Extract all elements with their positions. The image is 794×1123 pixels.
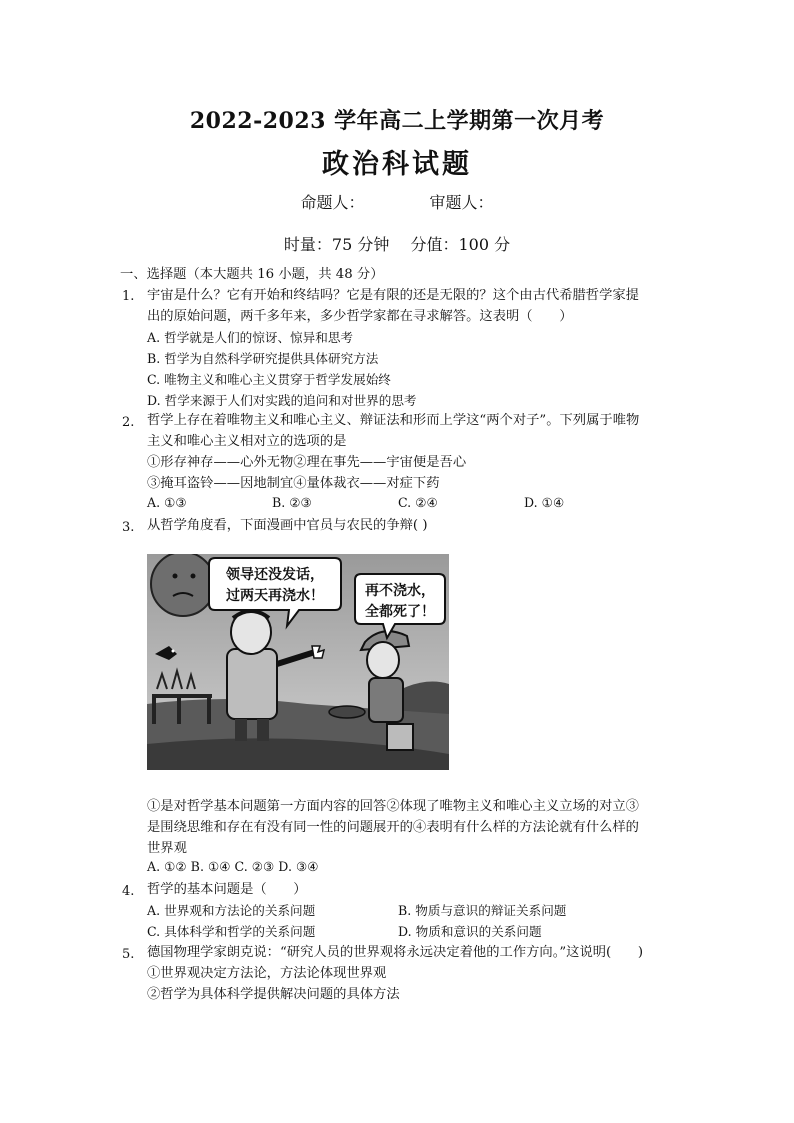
reviewer-label: 审题人： [429, 193, 494, 212]
question-text: 哲学的基本问题是（ ） [147, 882, 307, 897]
time-label: 时量：75 分钟 [283, 235, 390, 254]
cartoon-image [147, 554, 449, 770]
question-number: 4. [122, 884, 135, 899]
question-statement: ①是对哲学基本问题第一方面内容的回答②体现了唯物主义和唯心主义立场的对立③ [147, 799, 639, 814]
option-a: A. 世界观和方法论的关系问题 [147, 903, 316, 918]
question-number: 3. [122, 520, 135, 535]
question-text: 哲学上存在着唯物主义和唯心主义、辩证法和形而上学这“两个对子”。下列属于唯物 [147, 413, 640, 428]
section-heading: 一、选择题（本大题共 16 小题，共 48 分） [120, 267, 384, 282]
option-c: C. 具体科学和哲学的关系问题 [147, 924, 316, 939]
question-text: 宇宙是什么？它有开始和终结吗？它是有限的还是无限的？这个由古代希腊哲学家提 [147, 288, 639, 303]
option-a: A. 哲学就是人们的惊讶、惊异和思考 [147, 330, 354, 345]
score-label: 分值：100 分 [410, 235, 511, 254]
question-statement: ①世界观决定方法论，方法论体现世界观 [147, 966, 387, 981]
option-d: D. 哲学来源于人们对实践的追问和对世界的思考 [147, 393, 417, 408]
question-number: 5. [122, 947, 135, 962]
option-a: A. ①③ [147, 495, 187, 510]
time-score-line [0, 232, 794, 255]
question-text: 主义和唯心主义相对立的选项的是 [147, 434, 347, 449]
option-b: B. 哲学为自然科学研究提供具体研究方法 [147, 351, 379, 366]
bubble-farmer-line1: 再不浇水， [365, 583, 435, 599]
question-text: ①形存神存——心外无物②理在事先——宇宙便是吾心 [147, 455, 467, 470]
question-statement: 是围绕思维和存在有没有同一性的问题展开的④表明有什么样的方法论就有什么样的 [147, 820, 639, 835]
question-text: 从哲学角度看，下面漫画中官员与农民的争辩( ) [147, 518, 428, 533]
bubble-official-line2: 过两天再浇水！ [226, 588, 324, 604]
option-c: C. 唯物主义和唯心主义贯穿于哲学发展始终 [147, 372, 391, 387]
question-number: 2. [122, 415, 135, 430]
option-b: B. ②③ [272, 495, 312, 510]
exam-title: 2022-2023 学年高二上学期第一次月考 [189, 108, 605, 134]
author-line [0, 190, 794, 213]
subject-title: 政治科试题 [322, 149, 472, 180]
question-text: ③掩耳盗铃——因地制宜④量体裁衣——对症下药 [147, 476, 440, 491]
question-text: 出的原始问题，两千多年来，多少哲学家都在寻求解答。这表明（ ） [147, 309, 573, 324]
bubble-official-line1: 领导还没发话， [226, 567, 324, 583]
question-statement: 世界观 [147, 841, 187, 856]
options-inline: A. ①② B. ①④ C. ②③ D. ③④ [147, 859, 319, 874]
question-text: 德国物理学家朗克说：“研究人员的世界观将永远决定着他的工作方向。”这说明( ) [147, 945, 644, 960]
option-b: B. 物质与意识的辩证关系问题 [398, 903, 567, 918]
bubble-farmer-line2: 全都死了！ [365, 604, 435, 620]
sun-face [151, 554, 215, 616]
question-statement: ②哲学为具体科学提供解决问题的具体方法 [147, 987, 400, 1002]
option-d: D. ①④ [524, 495, 565, 510]
option-d: D. 物质和意识的关系问题 [398, 924, 542, 939]
question-number: 1. [122, 289, 135, 304]
option-c: C. ②④ [398, 495, 438, 510]
author-label: 命题人： [300, 193, 365, 212]
